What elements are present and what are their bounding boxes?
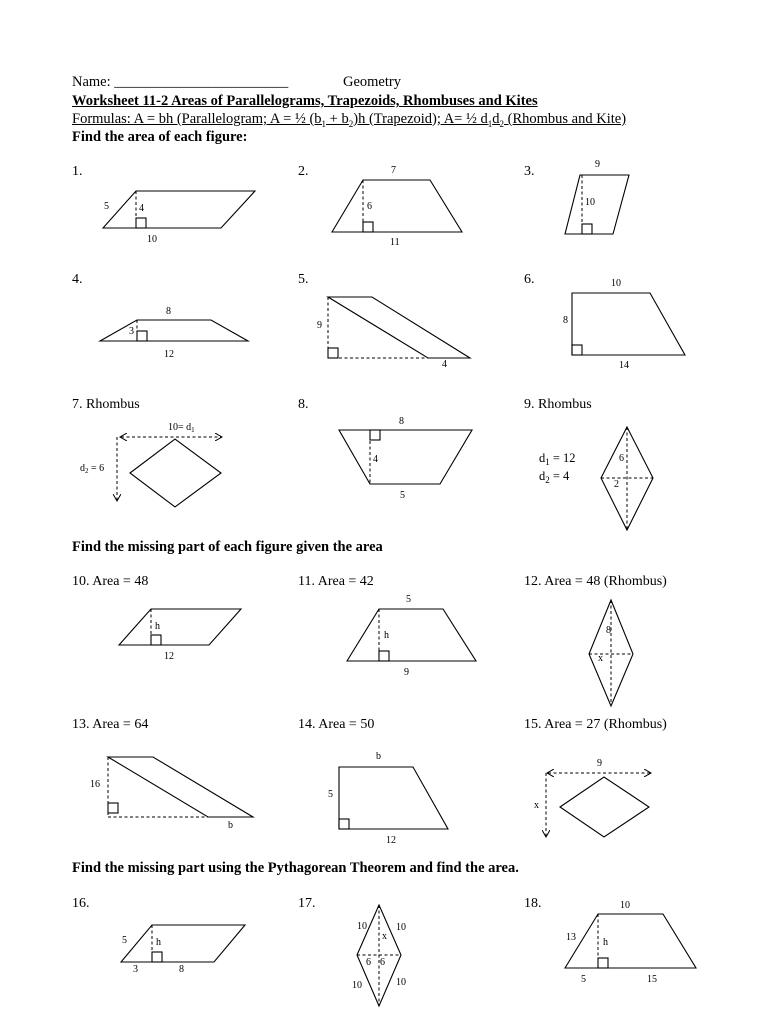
height-label: h bbox=[155, 621, 160, 632]
height-label: h bbox=[384, 630, 389, 641]
problem-number: 18. bbox=[524, 896, 542, 911]
figure-8-trapezoid bbox=[339, 416, 472, 501]
top-base-label: 10 bbox=[620, 900, 630, 911]
height-label: 8 bbox=[563, 315, 568, 326]
section-heading-1: Find the area of each figure: bbox=[72, 129, 248, 145]
figure-9-rhombus bbox=[539, 427, 653, 530]
top-base-label: 8 bbox=[166, 306, 171, 317]
figure-10-parallelogram bbox=[119, 609, 241, 662]
height-label: h bbox=[156, 937, 161, 948]
side-label: 13 bbox=[566, 932, 576, 943]
figure-4-trapezoid bbox=[100, 306, 248, 360]
section-heading-3: Find the missing part using the Pythagorean Theorem and find the area. bbox=[72, 860, 519, 876]
height-label: 6 bbox=[367, 201, 372, 212]
x-label: x bbox=[534, 800, 539, 811]
problem-number: 1. bbox=[72, 164, 83, 179]
problem-number: 16. bbox=[72, 896, 90, 911]
side-label: 10 bbox=[357, 921, 367, 932]
x-label: x bbox=[598, 653, 603, 664]
figure-13-parallelogram bbox=[90, 757, 253, 831]
top-base-label: 5 bbox=[406, 594, 411, 605]
base-label: 11 bbox=[390, 237, 400, 248]
section-heading-2: Find the missing part of each figure given the area bbox=[72, 539, 383, 555]
half-label: 6 bbox=[380, 957, 385, 968]
side-label: 10 bbox=[352, 980, 362, 991]
side-label: 10 bbox=[396, 922, 406, 933]
figure-12-rhombus bbox=[589, 600, 633, 706]
figure-15-rhombus bbox=[534, 758, 650, 837]
problem-number: 13. Area = 64 bbox=[72, 717, 149, 732]
worksheet-title: Worksheet 11-2 Areas of Parallelograms, Trapezoids, Rhombuses and Kites bbox=[72, 93, 538, 109]
top-base-label: 8 bbox=[399, 416, 404, 427]
half-d1-label: 6 bbox=[619, 453, 624, 464]
figure-1-parallelogram bbox=[103, 191, 255, 245]
d1-label: $10= d_1$ bbox=[168, 422, 195, 434]
height-label: 10 bbox=[585, 197, 595, 208]
name-field-label: Name: ________________________ bbox=[72, 74, 289, 90]
figure-3-parallelogram bbox=[565, 159, 629, 234]
problem-number: 11. Area = 42 bbox=[298, 574, 374, 589]
height-label: 16 bbox=[90, 779, 100, 790]
base-label: 10 bbox=[147, 234, 157, 245]
side-label: 10 bbox=[396, 977, 406, 988]
base-label: 5 bbox=[400, 490, 405, 501]
top-label: 9 bbox=[595, 159, 600, 170]
segment-label: 15 bbox=[647, 974, 657, 985]
figure-11-trapezoid bbox=[347, 594, 476, 678]
side-label: 5 bbox=[122, 935, 127, 946]
figure-18-trapezoid bbox=[565, 900, 696, 985]
problem-number: 8. bbox=[298, 397, 309, 412]
d1-label: $d_1 = 12$ bbox=[539, 451, 576, 467]
half-d1-label: 8 bbox=[606, 625, 611, 636]
height-label: 4 bbox=[139, 203, 144, 214]
half-d2-label: 2 bbox=[614, 479, 619, 490]
half-label: 6 bbox=[366, 957, 371, 968]
d2-label: $d_2 = 6$ bbox=[80, 463, 105, 475]
base-label: 14 bbox=[619, 360, 629, 371]
segment-label: 3 bbox=[133, 964, 138, 975]
height-label: 3 bbox=[129, 326, 134, 337]
problem-number: 5. bbox=[298, 272, 309, 287]
subject-label: Geometry bbox=[343, 74, 401, 90]
height-label: 4 bbox=[373, 454, 378, 465]
height-label: 9 bbox=[317, 320, 322, 331]
problem-number: 6. bbox=[524, 272, 535, 287]
base-label: 12 bbox=[164, 349, 174, 360]
side-label: 5 bbox=[104, 201, 109, 212]
base-label: b bbox=[228, 820, 233, 831]
height-label: 5 bbox=[328, 789, 333, 800]
figure-7-rhombus bbox=[80, 422, 221, 507]
d2-label: $d_2 = 4$ bbox=[539, 469, 570, 485]
figure-5-parallelogram bbox=[317, 297, 470, 370]
segment-label: 8 bbox=[179, 964, 184, 975]
problem-number: 14. Area = 50 bbox=[298, 717, 375, 732]
top-label: 9 bbox=[597, 758, 602, 769]
problem-number: 9. Rhombus bbox=[524, 397, 592, 412]
height-label: h bbox=[603, 937, 608, 948]
figure-6-trapezoid bbox=[563, 278, 685, 371]
x-label: x bbox=[382, 931, 387, 942]
base-label: 9 bbox=[404, 667, 409, 678]
base-label: 4 bbox=[442, 359, 447, 370]
top-base-label: b bbox=[376, 751, 381, 762]
problem-number: 4. bbox=[72, 272, 83, 287]
base-label: 12 bbox=[386, 835, 396, 846]
base-label: 12 bbox=[164, 651, 174, 662]
figure-14-trapezoid bbox=[328, 751, 448, 846]
figure-16-parallelogram bbox=[121, 925, 245, 975]
problem-number: 2. bbox=[298, 164, 309, 179]
top-base-label: 7 bbox=[391, 165, 396, 176]
figure-17-kite bbox=[352, 905, 406, 1006]
problem-number: 15. Area = 27 (Rhombus) bbox=[524, 717, 667, 732]
formulas-line: Formulas: A = bh (Parallelogram; A = ½ $(b_1 + b_2)h$ (Trapezoid); A= ½ $d_1d_2$ (Rhombus and Kite) bbox=[72, 111, 627, 129]
problem-number: 12. Area = 48 (Rhombus) bbox=[524, 574, 667, 589]
problem-number: 10. Area = 48 bbox=[72, 574, 149, 589]
problem-number: 17. bbox=[298, 896, 316, 911]
segment-label: 5 bbox=[581, 974, 586, 985]
top-base-label: 10 bbox=[611, 278, 621, 289]
figure-2-trapezoid bbox=[332, 165, 462, 248]
problem-number: 7. Rhombus bbox=[72, 397, 140, 412]
problem-number: 3. bbox=[524, 164, 535, 179]
